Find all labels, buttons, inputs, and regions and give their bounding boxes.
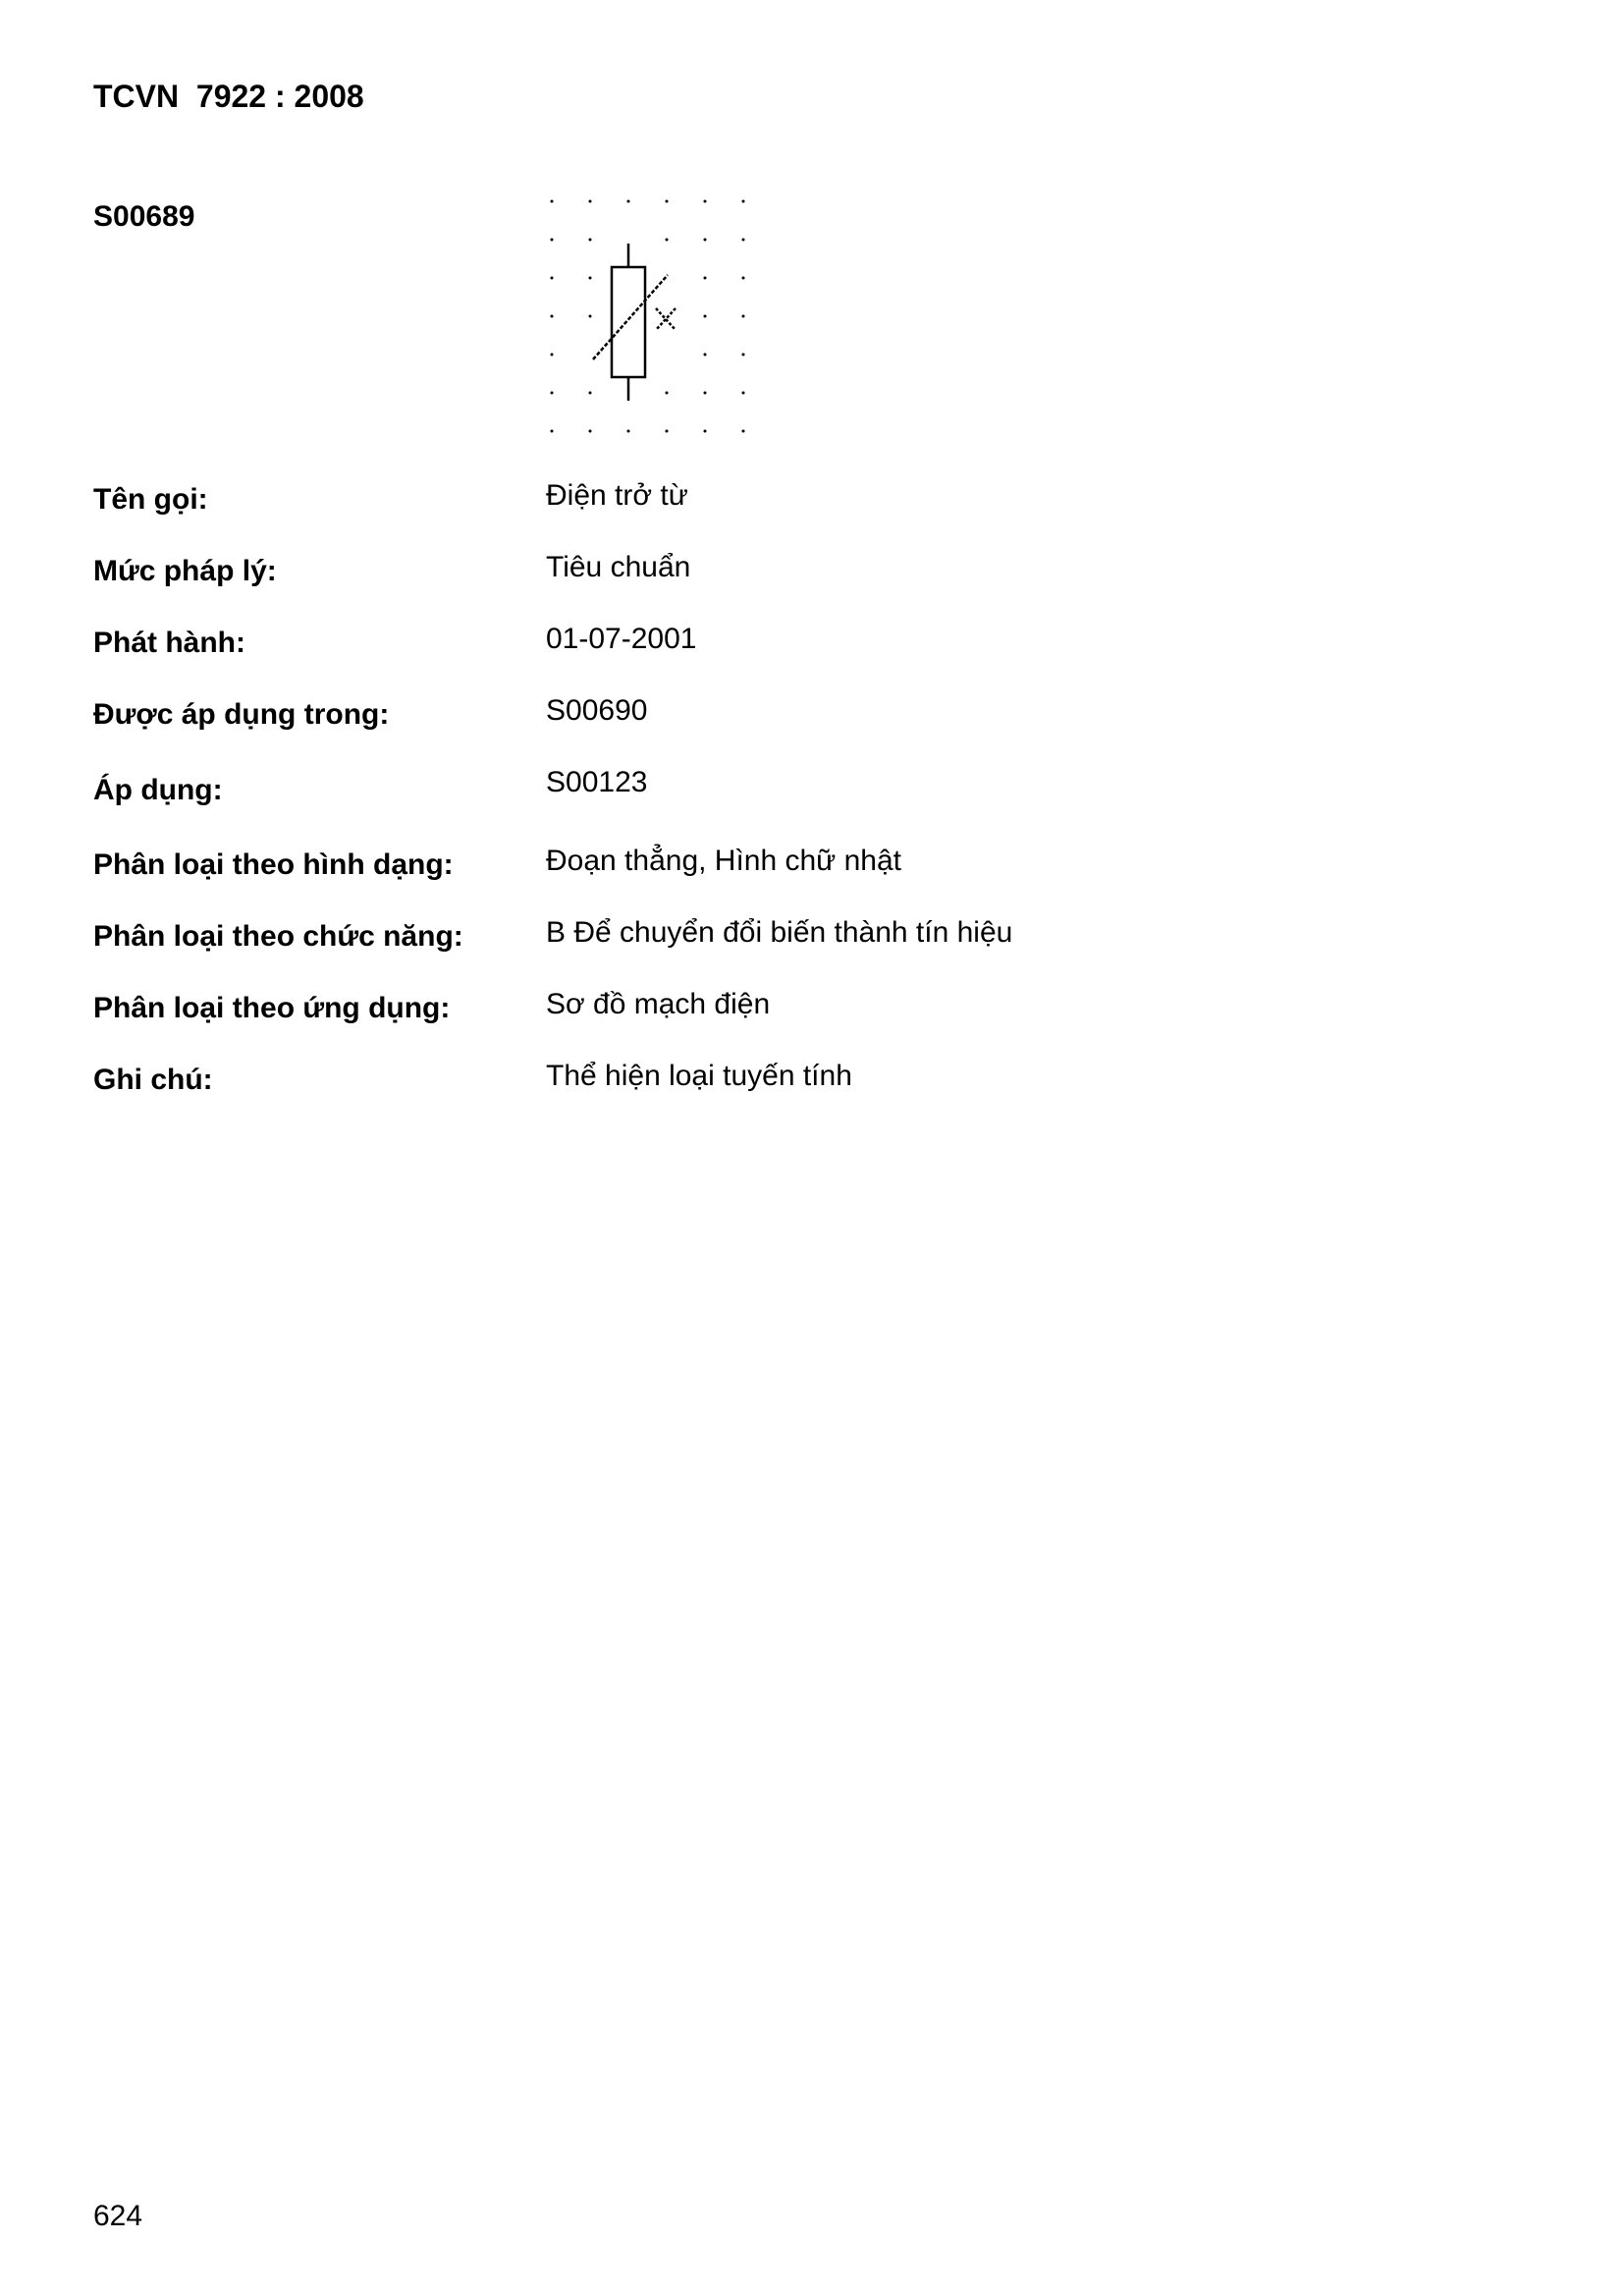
field-value: B Để chuyển đổi biến thành tín hiệu xyxy=(546,916,1013,949)
field-label: Ghi chú: xyxy=(93,1064,213,1096)
field-value: Sơ đồ mạch điện xyxy=(546,988,771,1020)
document-header: TCVN 7922 : 2008 xyxy=(93,79,364,114)
field-label: Phân loại theo hình dạng: xyxy=(93,848,454,881)
field-value: Điện trở từ xyxy=(546,479,688,512)
field-value: S00690 xyxy=(546,694,648,727)
field-row-applies xyxy=(0,766,1624,817)
page-number: 624 xyxy=(93,2200,143,2232)
field-value: 01-07-2001 xyxy=(546,623,697,655)
field-row-application-class xyxy=(0,988,1624,1035)
magnetic-cross xyxy=(656,308,676,330)
resistor-shape xyxy=(612,244,645,401)
symbol-code: S00689 xyxy=(93,200,195,233)
field-label: Phát hành: xyxy=(93,627,245,659)
field-row-legal-level xyxy=(0,551,1624,598)
grid-dots xyxy=(551,200,745,433)
magnetoresistor-symbol-icon xyxy=(538,187,764,452)
field-row-release-date xyxy=(0,623,1624,670)
field-value: Tiêu chuẩn xyxy=(546,551,691,583)
field-value: Thể hiện loại tuyến tính xyxy=(546,1060,852,1092)
field-label: Được áp dụng trong: xyxy=(93,698,390,731)
field-label: Phân loại theo chức năng: xyxy=(93,920,463,953)
field-row-note xyxy=(0,1060,1624,1107)
field-value: S00123 xyxy=(546,766,648,798)
field-row-function-class xyxy=(0,916,1624,963)
field-label: Phân loại theo ứng dụng: xyxy=(93,992,451,1024)
field-label: Áp dụng: xyxy=(93,774,223,806)
field-row-name xyxy=(0,479,1624,526)
field-label: Tên gọi: xyxy=(93,483,208,516)
field-row-shape-class xyxy=(0,845,1624,892)
field-value: Đoạn thẳng, Hình chữ nhật xyxy=(546,845,901,877)
adjustment-arrow xyxy=(593,275,668,359)
field-row-used-in xyxy=(0,694,1624,741)
field-label: Mức pháp lý: xyxy=(93,555,277,587)
